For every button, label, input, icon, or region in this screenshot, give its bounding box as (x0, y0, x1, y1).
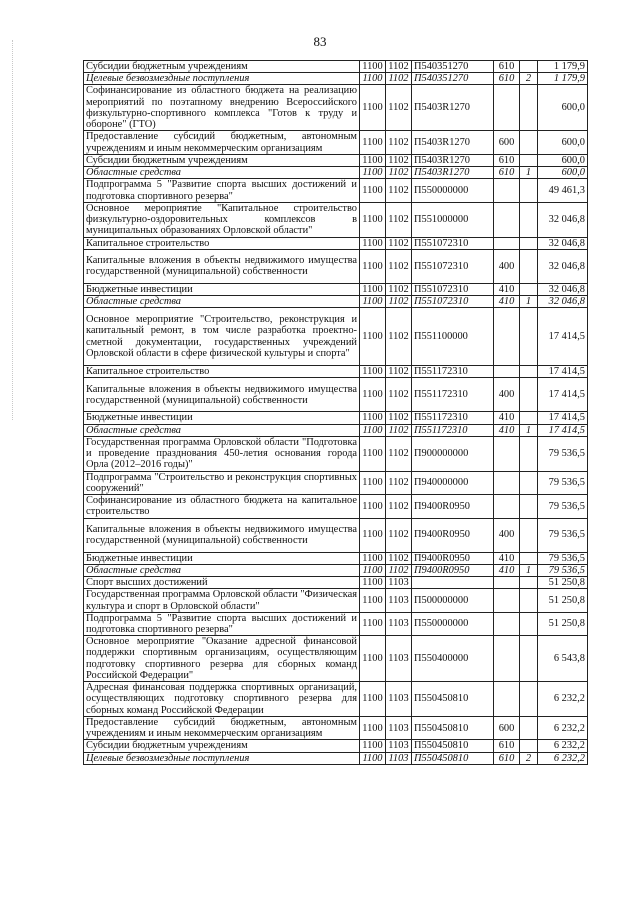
row-name-cell: Основное мероприятие "Капитальное строительство физкультурно-оздоровительных комплексов в муниципальных образованиях Орловской области" (84, 202, 360, 237)
amount-cell: 6 543,8 (538, 636, 588, 682)
expense-type-cell: 600 (494, 131, 520, 154)
row-name-cell: Капитальное строительство (84, 237, 360, 249)
subsection-code-cell: 1102 (386, 249, 412, 283)
funding-group-cell (520, 495, 538, 518)
row-name-cell: Областные средства (84, 295, 360, 307)
amount-cell: 1 179,9 (538, 61, 588, 73)
amount-cell: 32 046,8 (538, 283, 588, 295)
funding-group-cell (520, 716, 538, 739)
table-row (84, 682, 588, 717)
amount-cell: 32 046,8 (538, 295, 588, 307)
subsection-code-cell: 1102 (386, 202, 412, 237)
table-row (84, 577, 588, 589)
amount-cell: 600,0 (538, 131, 588, 154)
section-code-cell: 1100 (360, 61, 386, 73)
section-code-cell: 1100 (360, 577, 386, 589)
amount-cell: 17 414,5 (538, 412, 588, 424)
amount-cell: 49 461,3 (538, 179, 588, 202)
target-article-cell: П550450810 (412, 716, 494, 739)
section-code-cell: 1100 (360, 202, 386, 237)
target-article-cell: П551172310 (412, 366, 494, 378)
amount-cell: 1 179,9 (538, 73, 588, 85)
section-code-cell: 1100 (360, 378, 386, 412)
table-row (84, 73, 588, 85)
table-row (84, 752, 588, 764)
expense-type-cell: 410 (494, 564, 520, 576)
amount-cell: 79 536,5 (538, 436, 588, 471)
row-name-cell: Целевые безвозмездные поступления (84, 752, 360, 764)
budget-table (83, 60, 588, 765)
table-row (84, 612, 588, 635)
funding-group-cell: 1 (520, 295, 538, 307)
target-article-cell: П9400R0950 (412, 564, 494, 576)
row-name-cell: Бюджетные инвестиции (84, 552, 360, 564)
row-name-cell: Предоставление субсидий бюджетным, автономным учреждениям и иным некоммерческим организациям (84, 716, 360, 739)
subsection-code-cell: 1103 (386, 740, 412, 752)
amount-cell: 51 250,8 (538, 612, 588, 635)
amount-cell: 17 414,5 (538, 308, 588, 366)
section-code-cell: 1100 (360, 682, 386, 717)
table-row (84, 295, 588, 307)
section-code-cell: 1100 (360, 154, 386, 166)
row-name-cell: Субсидии бюджетным учреждениям (84, 154, 360, 166)
row-name-cell: Основное мероприятие "Строительство, реконструкция и капитальный ремонт, в том числе разработка проектно-сметной документации, государственных учреждений Орловской области в сфере физической культуры и спорта" (84, 308, 360, 366)
row-name-cell: Капитальное строительство (84, 366, 360, 378)
expense-type-cell: 410 (494, 424, 520, 436)
target-article-cell: П550450810 (412, 740, 494, 752)
table-row (84, 636, 588, 682)
funding-group-cell (520, 412, 538, 424)
target-article-cell: П551072310 (412, 237, 494, 249)
expense-type-cell: 410 (494, 552, 520, 564)
expense-type-cell (494, 436, 520, 471)
funding-group-cell (520, 682, 538, 717)
row-name-cell: Софинансирование из областного бюджета на реализацию мероприятий по поэтапному внедрению Всероссийского физкультурно-спортивного комплекса "Готов к труду и обороне" (ГТО) (84, 85, 360, 131)
subsection-code-cell: 1102 (386, 518, 412, 552)
target-article-cell: П5403R1270 (412, 167, 494, 179)
row-name-cell: Государственная программа Орловской области "Подготовка и проведение празднования 450-летия основания города Орла (2012–2016 годы)" (84, 436, 360, 471)
amount-cell: 6 232,2 (538, 740, 588, 752)
section-code-cell: 1100 (360, 131, 386, 154)
table-row (84, 179, 588, 202)
funding-group-cell: 2 (520, 73, 538, 85)
amount-cell: 6 232,2 (538, 716, 588, 739)
table-row (84, 202, 588, 237)
expense-type-cell (494, 471, 520, 494)
amount-cell: 79 536,5 (538, 552, 588, 564)
target-article-cell: П551100000 (412, 308, 494, 366)
amount-cell: 32 046,8 (538, 237, 588, 249)
amount-cell: 32 046,8 (538, 202, 588, 237)
subsection-code-cell: 1102 (386, 167, 412, 179)
margin-rule (12, 40, 13, 420)
table-row (84, 61, 588, 73)
funding-group-cell: 1 (520, 424, 538, 436)
section-code-cell: 1100 (360, 85, 386, 131)
target-article-cell: П551072310 (412, 283, 494, 295)
funding-group-cell (520, 471, 538, 494)
target-article-cell: П551172310 (412, 412, 494, 424)
section-code-cell: 1100 (360, 295, 386, 307)
row-name-cell: Областные средства (84, 167, 360, 179)
target-article-cell: П500000000 (412, 589, 494, 612)
row-name-cell: Областные средства (84, 424, 360, 436)
table-row (84, 131, 588, 154)
expense-type-cell (494, 682, 520, 717)
row-name-cell: Подпрограмма 5 "Развитие спорта высших достижений и подготовка спортивного резерва" (84, 612, 360, 635)
table-row (84, 716, 588, 739)
funding-group-cell (520, 552, 538, 564)
subsection-code-cell: 1102 (386, 237, 412, 249)
table-row (84, 167, 588, 179)
section-code-cell: 1100 (360, 740, 386, 752)
row-name-cell: Софинансирование из областного бюджета на капитальное строительство (84, 495, 360, 518)
expense-type-cell (494, 589, 520, 612)
funding-group-cell (520, 740, 538, 752)
subsection-code-cell: 1102 (386, 295, 412, 307)
row-name-cell: Государственная программа Орловской области "Физическая культура и спорт в Орловской области" (84, 589, 360, 612)
amount-cell: 600,0 (538, 85, 588, 131)
amount-cell: 79 536,5 (538, 471, 588, 494)
row-name-cell: Субсидии бюджетным учреждениям (84, 61, 360, 73)
table-row (84, 436, 588, 471)
amount-cell: 51 250,8 (538, 577, 588, 589)
target-article-cell: П900000000 (412, 436, 494, 471)
amount-cell: 79 536,5 (538, 495, 588, 518)
funding-group-cell (520, 61, 538, 73)
section-code-cell: 1100 (360, 612, 386, 635)
row-name-cell: Бюджетные инвестиции (84, 412, 360, 424)
target-article-cell: П9400R0950 (412, 518, 494, 552)
section-code-cell: 1100 (360, 179, 386, 202)
funding-group-cell (520, 366, 538, 378)
target-article-cell: П9400R0950 (412, 552, 494, 564)
funding-group-cell (520, 283, 538, 295)
section-code-cell: 1100 (360, 249, 386, 283)
table-row (84, 154, 588, 166)
expense-type-cell: 610 (494, 154, 520, 166)
section-code-cell: 1100 (360, 495, 386, 518)
subsection-code-cell: 1102 (386, 179, 412, 202)
subsection-code-cell: 1102 (386, 73, 412, 85)
subsection-code-cell: 1102 (386, 552, 412, 564)
table-row (84, 308, 588, 366)
subsection-code-cell: 1103 (386, 752, 412, 764)
section-code-cell: 1100 (360, 518, 386, 552)
subsection-code-cell: 1102 (386, 378, 412, 412)
funding-group-cell (520, 612, 538, 635)
expense-type-cell (494, 237, 520, 249)
table-row (84, 518, 588, 552)
amount-cell: 17 414,5 (538, 378, 588, 412)
subsection-code-cell: 1102 (386, 564, 412, 576)
target-article-cell: П550400000 (412, 636, 494, 682)
subsection-code-cell: 1102 (386, 131, 412, 154)
table-row (84, 564, 588, 576)
amount-cell: 600,0 (538, 167, 588, 179)
expense-type-cell (494, 308, 520, 366)
target-article-cell: П540351270 (412, 73, 494, 85)
target-article-cell: П550000000 (412, 612, 494, 635)
subsection-code-cell: 1102 (386, 366, 412, 378)
row-name-cell: Предоставление субсидий бюджетным, автономным учреждениям и иным некоммерческим организациям (84, 131, 360, 154)
expense-type-cell (494, 366, 520, 378)
subsection-code-cell: 1103 (386, 716, 412, 739)
section-code-cell: 1100 (360, 636, 386, 682)
funding-group-cell: 2 (520, 752, 538, 764)
section-code-cell: 1100 (360, 167, 386, 179)
funding-group-cell (520, 378, 538, 412)
funding-group-cell (520, 202, 538, 237)
table-row (84, 424, 588, 436)
funding-group-cell (520, 518, 538, 552)
row-name-cell: Бюджетные инвестиции (84, 283, 360, 295)
amount-cell: 32 046,8 (538, 249, 588, 283)
table-row (84, 237, 588, 249)
section-code-cell: 1100 (360, 716, 386, 739)
target-article-cell: П5403R1270 (412, 131, 494, 154)
target-article-cell: П550000000 (412, 179, 494, 202)
expense-type-cell (494, 179, 520, 202)
expense-type-cell: 400 (494, 378, 520, 412)
row-name-cell: Капитальные вложения в объекты недвижимого имущества государственной (муниципальной) собственности (84, 249, 360, 283)
section-code-cell: 1100 (360, 412, 386, 424)
subsection-code-cell: 1103 (386, 577, 412, 589)
expense-type-cell: 610 (494, 73, 520, 85)
target-article-cell: П5403R1270 (412, 154, 494, 166)
target-article-cell: П540351270 (412, 61, 494, 73)
target-article-cell: П551072310 (412, 249, 494, 283)
subsection-code-cell: 1103 (386, 612, 412, 635)
expense-type-cell: 410 (494, 295, 520, 307)
expense-type-cell (494, 202, 520, 237)
funding-group-cell (520, 179, 538, 202)
expense-type-cell: 610 (494, 752, 520, 764)
subsection-code-cell: 1103 (386, 682, 412, 717)
subsection-code-cell: 1102 (386, 61, 412, 73)
row-name-cell: Целевые безвозмездные поступления (84, 73, 360, 85)
funding-group-cell (520, 577, 538, 589)
section-code-cell: 1100 (360, 73, 386, 85)
target-article-cell (412, 577, 494, 589)
funding-group-cell: 1 (520, 167, 538, 179)
row-name-cell: Адресная финансовая поддержка спортивных организаций, осуществляющих подготовку спортивного резерва для сборных команд Российской Федерации (84, 682, 360, 717)
section-code-cell: 1100 (360, 436, 386, 471)
amount-cell: 6 232,2 (538, 682, 588, 717)
section-code-cell: 1100 (360, 308, 386, 366)
amount-cell: 17 414,5 (538, 424, 588, 436)
target-article-cell: П940000000 (412, 471, 494, 494)
expense-type-cell: 400 (494, 518, 520, 552)
expense-type-cell (494, 636, 520, 682)
table-row (84, 412, 588, 424)
section-code-cell: 1100 (360, 424, 386, 436)
funding-group-cell (520, 237, 538, 249)
funding-group-cell (520, 636, 538, 682)
table-row (84, 283, 588, 295)
funding-group-cell (520, 436, 538, 471)
table-row (84, 85, 588, 131)
amount-cell: 51 250,8 (538, 589, 588, 612)
budget-table-body (84, 61, 588, 765)
row-name-cell: Областные средства (84, 564, 360, 576)
table-row (84, 366, 588, 378)
target-article-cell: П550450810 (412, 752, 494, 764)
target-article-cell: П550450810 (412, 682, 494, 717)
subsection-code-cell: 1102 (386, 471, 412, 494)
target-article-cell: П551072310 (412, 295, 494, 307)
expense-type-cell: 610 (494, 740, 520, 752)
section-code-cell: 1100 (360, 552, 386, 564)
expense-type-cell (494, 612, 520, 635)
row-name-cell: Капитальные вложения в объекты недвижимого имущества государственной (муниципальной) собственности (84, 518, 360, 552)
section-code-cell: 1100 (360, 237, 386, 249)
funding-group-cell: 1 (520, 564, 538, 576)
expense-type-cell: 610 (494, 167, 520, 179)
subsection-code-cell: 1102 (386, 436, 412, 471)
funding-group-cell (520, 85, 538, 131)
subsection-code-cell: 1102 (386, 154, 412, 166)
funding-group-cell (520, 154, 538, 166)
subsection-code-cell: 1102 (386, 495, 412, 518)
row-name-cell: Субсидии бюджетным учреждениям (84, 740, 360, 752)
table-row (84, 495, 588, 518)
expense-type-cell (494, 495, 520, 518)
expense-type-cell: 600 (494, 716, 520, 739)
table-row (84, 552, 588, 564)
expense-type-cell (494, 577, 520, 589)
page-number: 83 (313, 34, 327, 49)
funding-group-cell (520, 249, 538, 283)
funding-group-cell (520, 589, 538, 612)
target-article-cell: П551172310 (412, 424, 494, 436)
target-article-cell: П551000000 (412, 202, 494, 237)
row-name-cell: Основное мероприятие "Оказание адресной финансовой поддержки спортивным организациям, осуществляющим подготовку спортивного резерва для сборных команд Российской Федерации" (84, 636, 360, 682)
subsection-code-cell: 1102 (386, 308, 412, 366)
expense-type-cell (494, 85, 520, 131)
amount-cell: 79 536,5 (538, 564, 588, 576)
table-row (84, 740, 588, 752)
row-name-cell: Спорт высших достижений (84, 577, 360, 589)
table-row (84, 471, 588, 494)
section-code-cell: 1100 (360, 752, 386, 764)
subsection-code-cell: 1102 (386, 85, 412, 131)
target-article-cell: П551172310 (412, 378, 494, 412)
subsection-code-cell: 1102 (386, 283, 412, 295)
section-code-cell: 1100 (360, 564, 386, 576)
row-name-cell: Капитальные вложения в объекты недвижимого имущества государственной (муниципальной) собственности (84, 378, 360, 412)
subsection-code-cell: 1103 (386, 589, 412, 612)
expense-type-cell: 400 (494, 249, 520, 283)
row-name-cell: Подпрограмма 5 "Развитие спорта высших достижений и подготовка спортивного резерва" (84, 179, 360, 202)
expense-type-cell: 610 (494, 61, 520, 73)
table-row (84, 589, 588, 612)
funding-group-cell (520, 131, 538, 154)
amount-cell: 600,0 (538, 154, 588, 166)
section-code-cell: 1100 (360, 589, 386, 612)
table-row (84, 249, 588, 283)
subsection-code-cell: 1102 (386, 412, 412, 424)
expense-type-cell: 410 (494, 412, 520, 424)
expense-type-cell: 410 (494, 283, 520, 295)
amount-cell: 79 536,5 (538, 518, 588, 552)
section-code-cell: 1100 (360, 471, 386, 494)
amount-cell: 6 232,2 (538, 752, 588, 764)
funding-group-cell (520, 308, 538, 366)
section-code-cell: 1100 (360, 283, 386, 295)
target-article-cell: П5403R1270 (412, 85, 494, 131)
section-code-cell: 1100 (360, 366, 386, 378)
table-row (84, 378, 588, 412)
target-article-cell: П9400R0950 (412, 495, 494, 518)
subsection-code-cell: 1102 (386, 424, 412, 436)
row-name-cell: Подпрограмма "Строительство и реконструкция спортивных сооружений" (84, 471, 360, 494)
subsection-code-cell: 1103 (386, 636, 412, 682)
amount-cell: 17 414,5 (538, 366, 588, 378)
